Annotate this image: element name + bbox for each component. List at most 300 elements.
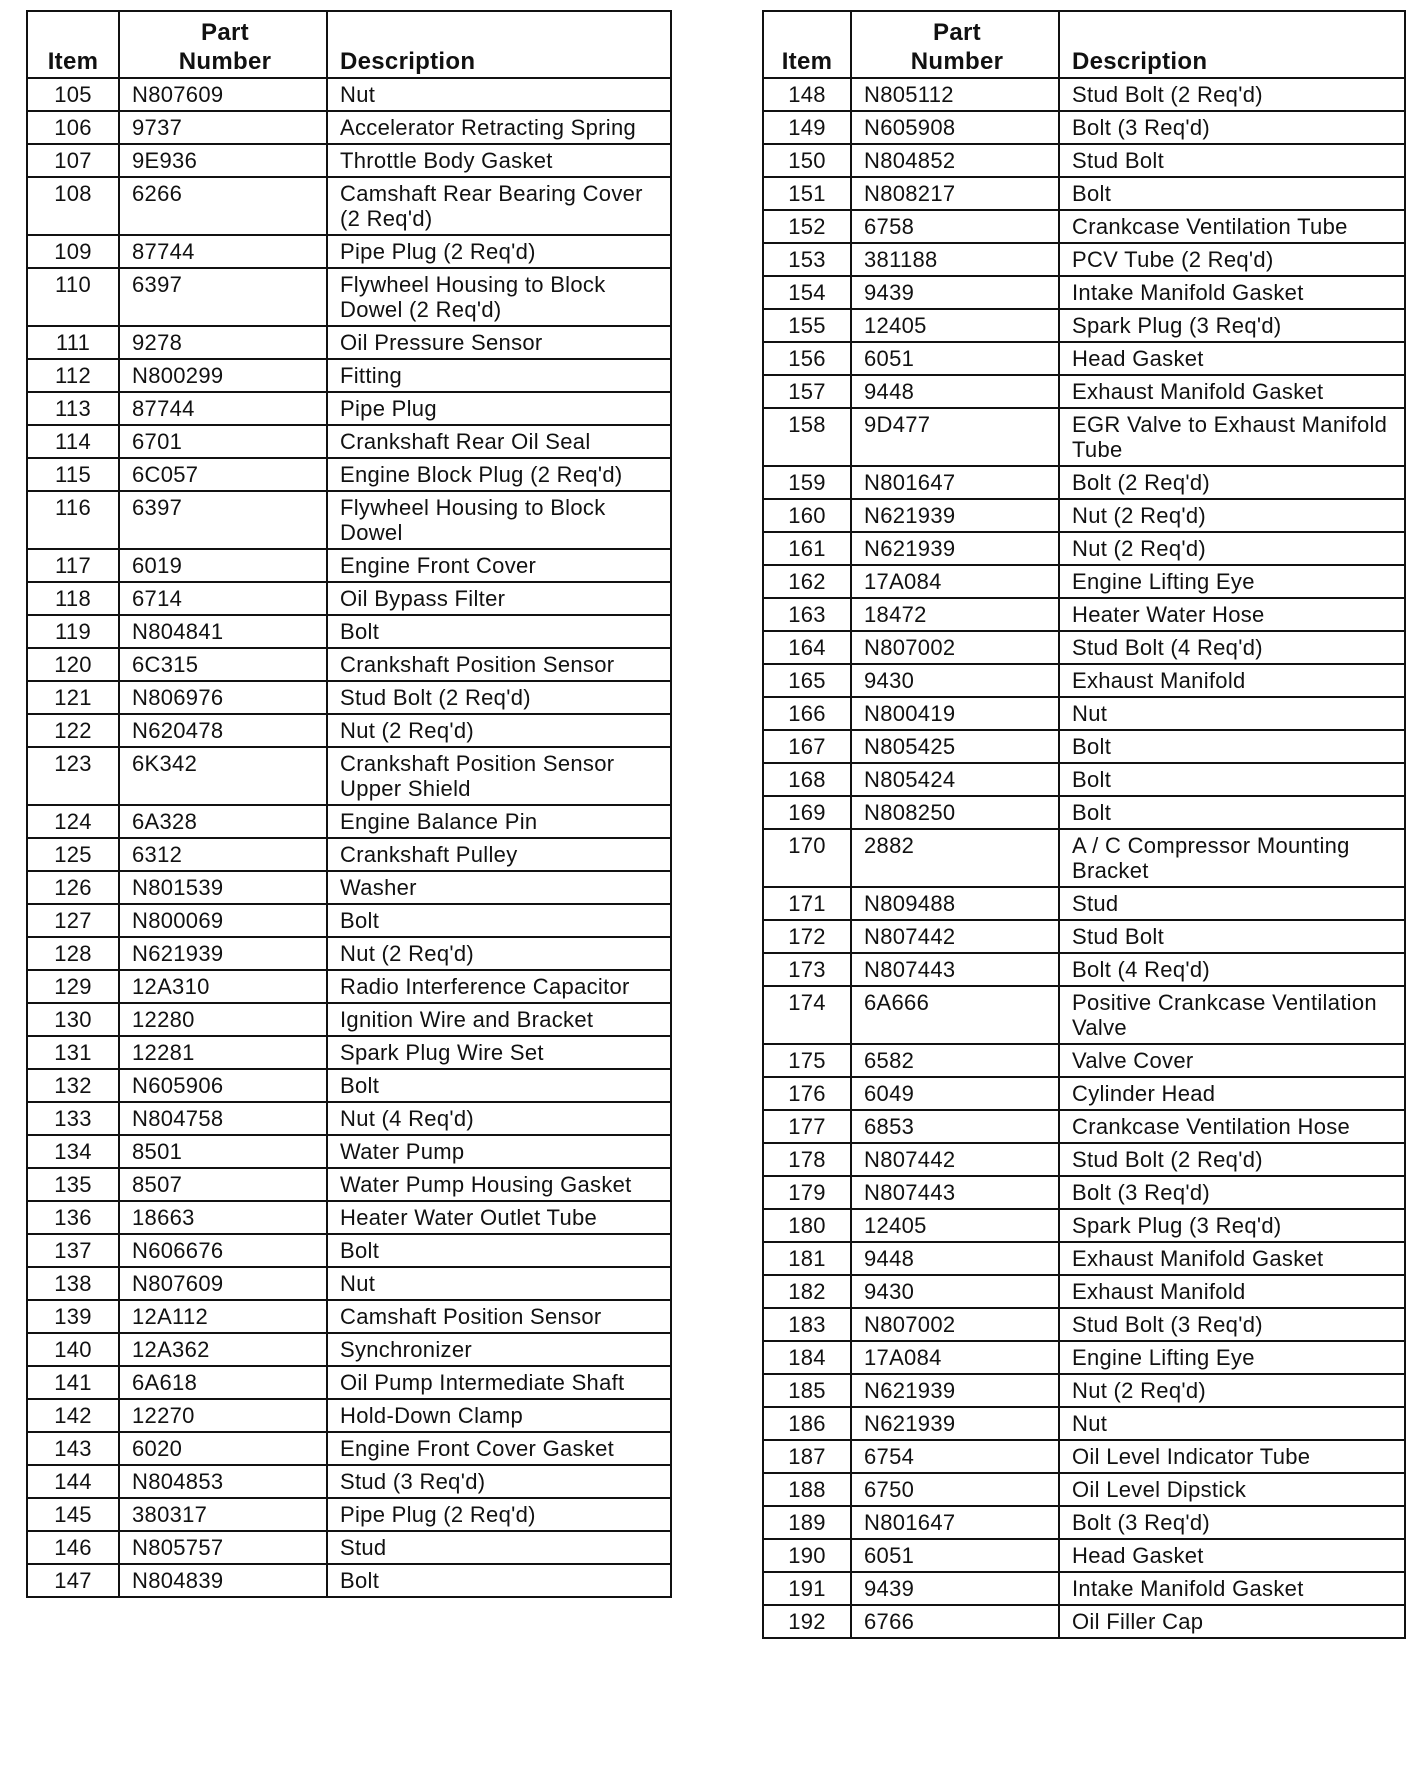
description-cell: Exhaust Manifold Gasket bbox=[1059, 1242, 1405, 1275]
item-number-cell: 192 bbox=[763, 1605, 851, 1638]
item-number-cell: 190 bbox=[763, 1539, 851, 1572]
description-cell: Bolt bbox=[1059, 763, 1405, 796]
table-row bbox=[27, 1465, 671, 1498]
part-number-cell: N804853 bbox=[119, 1465, 327, 1498]
table-row bbox=[27, 1564, 671, 1597]
part-number-cell: N807609 bbox=[119, 78, 327, 111]
item-number-cell: 168 bbox=[763, 763, 851, 796]
item-number-cell: 135 bbox=[27, 1168, 119, 1201]
table-row bbox=[27, 1135, 671, 1168]
description-cell: Exhaust Manifold bbox=[1059, 1275, 1405, 1308]
part-number-cell: N620478 bbox=[119, 714, 327, 747]
part-number-cell: 381188 bbox=[851, 243, 1059, 276]
table-row bbox=[763, 1473, 1405, 1506]
description-cell: Camshaft Position Sensor bbox=[327, 1300, 671, 1333]
item-number-cell: 133 bbox=[27, 1102, 119, 1135]
item-number-cell: 182 bbox=[763, 1275, 851, 1308]
item-number-cell: 170 bbox=[763, 829, 851, 887]
item-number-cell: 179 bbox=[763, 1176, 851, 1209]
table-row bbox=[763, 309, 1405, 342]
table-row bbox=[763, 144, 1405, 177]
item-number-cell: 108 bbox=[27, 177, 119, 235]
part-number-cell: N805425 bbox=[851, 730, 1059, 763]
table-row bbox=[763, 1539, 1405, 1572]
description-column-header: Description bbox=[327, 11, 671, 78]
description-cell: Engine Front Cover bbox=[327, 549, 671, 582]
table-row bbox=[763, 1242, 1405, 1275]
description-cell: Oil Level Indicator Tube bbox=[1059, 1440, 1405, 1473]
item-number-cell: 162 bbox=[763, 565, 851, 598]
table-row bbox=[27, 582, 671, 615]
table-row bbox=[763, 1044, 1405, 1077]
item-number-cell: 115 bbox=[27, 458, 119, 491]
item-number-cell: 122 bbox=[27, 714, 119, 747]
item-number-cell: 153 bbox=[763, 243, 851, 276]
item-number-cell: 188 bbox=[763, 1473, 851, 1506]
description-cell: Nut bbox=[327, 1267, 671, 1300]
table-row bbox=[27, 1366, 671, 1399]
description-cell: Engine Lifting Eye bbox=[1059, 1341, 1405, 1374]
table-row bbox=[27, 681, 671, 714]
part-number-cell: N804839 bbox=[119, 1564, 327, 1597]
item-number-cell: 154 bbox=[763, 276, 851, 309]
item-column-header: Item bbox=[27, 11, 119, 78]
description-cell: Nut bbox=[1059, 697, 1405, 730]
table-row bbox=[763, 342, 1405, 375]
part-header-line-1: Part bbox=[933, 19, 981, 46]
part-number-cell: 6397 bbox=[119, 491, 327, 549]
description-cell: Nut (2 Req'd) bbox=[327, 937, 671, 970]
part-number-cell: N605908 bbox=[851, 111, 1059, 144]
part-number-cell: 8501 bbox=[119, 1135, 327, 1168]
table-row bbox=[27, 1333, 671, 1366]
part-number-cell: 87744 bbox=[119, 392, 327, 425]
item-number-cell: 189 bbox=[763, 1506, 851, 1539]
description-cell: Valve Cover bbox=[1059, 1044, 1405, 1077]
part-number-cell: 9439 bbox=[851, 276, 1059, 309]
description-cell: Nut (2 Req'd) bbox=[1059, 1374, 1405, 1407]
description-cell: Ignition Wire and Bracket bbox=[327, 1003, 671, 1036]
part-number-cell: N807002 bbox=[851, 1308, 1059, 1341]
item-number-cell: 136 bbox=[27, 1201, 119, 1234]
part-number-cell: 6049 bbox=[851, 1077, 1059, 1110]
table-header bbox=[27, 11, 671, 78]
table-row bbox=[763, 210, 1405, 243]
item-number-cell: 183 bbox=[763, 1308, 851, 1341]
item-number-cell: 116 bbox=[27, 491, 119, 549]
part-number-cell: N807443 bbox=[851, 1176, 1059, 1209]
description-cell: Flywheel Housing to Block Dowel bbox=[327, 491, 671, 549]
description-cell: Fitting bbox=[327, 359, 671, 392]
part-number-cell: 6C057 bbox=[119, 458, 327, 491]
table-row bbox=[763, 887, 1405, 920]
description-cell: Stud Bolt (2 Req'd) bbox=[1059, 78, 1405, 111]
table-row bbox=[763, 986, 1405, 1044]
table-row bbox=[763, 664, 1405, 697]
item-number-cell: 166 bbox=[763, 697, 851, 730]
description-cell: Water Pump Housing Gasket bbox=[327, 1168, 671, 1201]
part-number-cell: N804852 bbox=[851, 144, 1059, 177]
table-row bbox=[763, 1572, 1405, 1605]
table-row bbox=[27, 805, 671, 838]
part-number-cell: 12270 bbox=[119, 1399, 327, 1432]
table-row bbox=[27, 937, 671, 970]
part-number-cell: 6A618 bbox=[119, 1366, 327, 1399]
description-cell: Crankshaft Pulley bbox=[327, 838, 671, 871]
part-number-cell: 6701 bbox=[119, 425, 327, 458]
description-cell: Flywheel Housing to Block Dowel (2 Req'd) bbox=[327, 268, 671, 326]
part-number-cell: N621939 bbox=[851, 1374, 1059, 1407]
part-number-cell: 6397 bbox=[119, 268, 327, 326]
item-number-cell: 106 bbox=[27, 111, 119, 144]
item-number-cell: 148 bbox=[763, 78, 851, 111]
table-row bbox=[763, 829, 1405, 887]
item-number-cell: 191 bbox=[763, 1572, 851, 1605]
part-number-cell: 9737 bbox=[119, 111, 327, 144]
part-number-cell: 18663 bbox=[119, 1201, 327, 1234]
table-row bbox=[27, 1267, 671, 1300]
table-row bbox=[763, 499, 1405, 532]
part-number-cell: 6A328 bbox=[119, 805, 327, 838]
item-number-cell: 174 bbox=[763, 986, 851, 1044]
item-number-cell: 147 bbox=[27, 1564, 119, 1597]
description-cell: Oil Filler Cap bbox=[1059, 1605, 1405, 1638]
table-row bbox=[27, 1102, 671, 1135]
item-number-cell: 155 bbox=[763, 309, 851, 342]
table-row bbox=[763, 565, 1405, 598]
description-cell: Head Gasket bbox=[1059, 342, 1405, 375]
part-number-cell: N808250 bbox=[851, 796, 1059, 829]
item-number-cell: 173 bbox=[763, 953, 851, 986]
description-cell: Bolt (3 Req'd) bbox=[1059, 1506, 1405, 1539]
item-number-cell: 138 bbox=[27, 1267, 119, 1300]
part-number-cell: 12405 bbox=[851, 309, 1059, 342]
table-row bbox=[27, 1036, 671, 1069]
description-cell: Washer bbox=[327, 871, 671, 904]
part-number-cell: 6750 bbox=[851, 1473, 1059, 1506]
table-row bbox=[27, 144, 671, 177]
part-header-line-2: Number bbox=[910, 48, 1004, 75]
item-number-cell: 161 bbox=[763, 532, 851, 565]
item-number-cell: 123 bbox=[27, 747, 119, 805]
description-cell: Nut (2 Req'd) bbox=[1059, 499, 1405, 532]
part-number-cell: 12281 bbox=[119, 1036, 327, 1069]
description-cell: Pipe Plug (2 Req'd) bbox=[327, 1498, 671, 1531]
header-row bbox=[763, 11, 1405, 78]
table-row bbox=[763, 796, 1405, 829]
table-row bbox=[27, 1432, 671, 1465]
table-row bbox=[763, 111, 1405, 144]
part-number-cell: 6A666 bbox=[851, 986, 1059, 1044]
table-row bbox=[27, 268, 671, 326]
part-number-cell: 9278 bbox=[119, 326, 327, 359]
description-cell: Cylinder Head bbox=[1059, 1077, 1405, 1110]
description-cell: Bolt (2 Req'd) bbox=[1059, 466, 1405, 499]
item-number-cell: 119 bbox=[27, 615, 119, 648]
part-number-cell: N800069 bbox=[119, 904, 327, 937]
item-number-cell: 127 bbox=[27, 904, 119, 937]
part-number-column-header bbox=[851, 11, 1059, 78]
item-number-cell: 146 bbox=[27, 1531, 119, 1564]
table-row bbox=[27, 78, 671, 111]
part-number-cell: 6853 bbox=[851, 1110, 1059, 1143]
item-number-cell: 167 bbox=[763, 730, 851, 763]
description-cell: Engine Front Cover Gasket bbox=[327, 1432, 671, 1465]
item-number-cell: 134 bbox=[27, 1135, 119, 1168]
description-cell: Crankshaft Rear Oil Seal bbox=[327, 425, 671, 458]
part-number-cell: 6582 bbox=[851, 1044, 1059, 1077]
item-number-cell: 180 bbox=[763, 1209, 851, 1242]
part-number-cell: N804841 bbox=[119, 615, 327, 648]
description-cell: Bolt bbox=[327, 1564, 671, 1597]
item-number-cell: 130 bbox=[27, 1003, 119, 1036]
description-cell: Positive Crankcase Ventilation Valve bbox=[1059, 986, 1405, 1044]
part-number-cell: 6C315 bbox=[119, 648, 327, 681]
table-row bbox=[763, 763, 1405, 796]
item-number-cell: 132 bbox=[27, 1069, 119, 1102]
table-row bbox=[763, 1308, 1405, 1341]
description-cell: Oil Pump Intermediate Shaft bbox=[327, 1366, 671, 1399]
item-number-cell: 169 bbox=[763, 796, 851, 829]
table-row bbox=[763, 1143, 1405, 1176]
description-cell: Oil Pressure Sensor bbox=[327, 326, 671, 359]
description-cell: PCV Tube (2 Req'd) bbox=[1059, 243, 1405, 276]
item-number-cell: 163 bbox=[763, 598, 851, 631]
description-column-header: Description bbox=[1059, 11, 1405, 78]
item-number-cell: 158 bbox=[763, 408, 851, 466]
part-header-line-1: Part bbox=[201, 19, 249, 46]
part-number-cell: N805112 bbox=[851, 78, 1059, 111]
item-number-cell: 171 bbox=[763, 887, 851, 920]
description-cell: Synchronizer bbox=[327, 1333, 671, 1366]
table-row bbox=[27, 491, 671, 549]
description-cell: Crankshaft Position Sensor Upper Shield bbox=[327, 747, 671, 805]
part-number-cell: N805757 bbox=[119, 1531, 327, 1564]
item-number-cell: 105 bbox=[27, 78, 119, 111]
item-number-cell: 177 bbox=[763, 1110, 851, 1143]
item-number-cell: 144 bbox=[27, 1465, 119, 1498]
part-number-cell: 6766 bbox=[851, 1605, 1059, 1638]
part-number-cell: N805424 bbox=[851, 763, 1059, 796]
part-number-cell: 8507 bbox=[119, 1168, 327, 1201]
part-number-cell: 6754 bbox=[851, 1440, 1059, 1473]
item-number-cell: 137 bbox=[27, 1234, 119, 1267]
part-number-cell: 6266 bbox=[119, 177, 327, 235]
item-number-cell: 109 bbox=[27, 235, 119, 268]
part-number-cell: 9430 bbox=[851, 1275, 1059, 1308]
part-number-cell: N621939 bbox=[119, 937, 327, 970]
item-number-cell: 156 bbox=[763, 342, 851, 375]
part-number-cell: 18472 bbox=[851, 598, 1059, 631]
description-cell: Heater Water Hose bbox=[1059, 598, 1405, 631]
description-cell: Stud (3 Req'd) bbox=[327, 1465, 671, 1498]
part-number-cell: 12A362 bbox=[119, 1333, 327, 1366]
part-number-cell: 87744 bbox=[119, 235, 327, 268]
description-cell: EGR Valve to Exhaust Manifold Tube bbox=[1059, 408, 1405, 466]
parts-table-right bbox=[762, 10, 1406, 1639]
item-number-cell: 129 bbox=[27, 970, 119, 1003]
item-number-cell: 142 bbox=[27, 1399, 119, 1432]
table-row bbox=[27, 1300, 671, 1333]
description-cell: Hold-Down Clamp bbox=[327, 1399, 671, 1432]
table-row bbox=[27, 111, 671, 144]
description-cell: Stud Bolt (3 Req'd) bbox=[1059, 1308, 1405, 1341]
part-number-cell: 12A112 bbox=[119, 1300, 327, 1333]
description-cell: Intake Manifold Gasket bbox=[1059, 276, 1405, 309]
part-number-cell: 9E936 bbox=[119, 144, 327, 177]
description-cell: Bolt bbox=[327, 904, 671, 937]
part-number-cell: 6312 bbox=[119, 838, 327, 871]
item-number-cell: 125 bbox=[27, 838, 119, 871]
table-row bbox=[763, 1440, 1405, 1473]
table-row bbox=[763, 532, 1405, 565]
item-number-cell: 121 bbox=[27, 681, 119, 714]
item-number-cell: 117 bbox=[27, 549, 119, 582]
description-cell: Throttle Body Gasket bbox=[327, 144, 671, 177]
item-number-cell: 187 bbox=[763, 1440, 851, 1473]
part-number-cell: 6714 bbox=[119, 582, 327, 615]
description-cell: Exhaust Manifold Gasket bbox=[1059, 375, 1405, 408]
part-number-cell: 12A310 bbox=[119, 970, 327, 1003]
part-number-cell: 2882 bbox=[851, 829, 1059, 887]
item-number-cell: 107 bbox=[27, 144, 119, 177]
part-number-cell: N806976 bbox=[119, 681, 327, 714]
description-cell: A / C Compressor Mounting Bracket bbox=[1059, 829, 1405, 887]
part-number-cell: N807442 bbox=[851, 920, 1059, 953]
item-number-cell: 131 bbox=[27, 1036, 119, 1069]
part-number-cell: N807442 bbox=[851, 1143, 1059, 1176]
part-number-cell: 6K342 bbox=[119, 747, 327, 805]
item-number-cell: 118 bbox=[27, 582, 119, 615]
item-number-cell: 140 bbox=[27, 1333, 119, 1366]
part-number-cell: N605906 bbox=[119, 1069, 327, 1102]
item-number-cell: 185 bbox=[763, 1374, 851, 1407]
item-number-cell: 145 bbox=[27, 1498, 119, 1531]
table-row bbox=[763, 177, 1405, 210]
part-number-cell: N800299 bbox=[119, 359, 327, 392]
item-number-cell: 110 bbox=[27, 268, 119, 326]
table-row bbox=[27, 1234, 671, 1267]
table-row bbox=[27, 359, 671, 392]
part-number-cell: 9D477 bbox=[851, 408, 1059, 466]
description-cell: Exhaust Manifold bbox=[1059, 664, 1405, 697]
description-cell: Camshaft Rear Bearing Cover (2 Req'd) bbox=[327, 177, 671, 235]
table-row bbox=[763, 920, 1405, 953]
description-cell: Intake Manifold Gasket bbox=[1059, 1572, 1405, 1605]
item-number-cell: 112 bbox=[27, 359, 119, 392]
description-cell: Stud Bolt (2 Req'd) bbox=[327, 681, 671, 714]
table-row bbox=[763, 1209, 1405, 1242]
part-number-cell: N621939 bbox=[851, 532, 1059, 565]
item-number-cell: 152 bbox=[763, 210, 851, 243]
description-cell: Crankcase Ventilation Hose bbox=[1059, 1110, 1405, 1143]
item-number-cell: 149 bbox=[763, 111, 851, 144]
item-number-cell: 151 bbox=[763, 177, 851, 210]
description-cell: Radio Interference Capacitor bbox=[327, 970, 671, 1003]
item-number-cell: 111 bbox=[27, 326, 119, 359]
item-number-cell: 165 bbox=[763, 664, 851, 697]
table-row bbox=[763, 1176, 1405, 1209]
table-row bbox=[763, 697, 1405, 730]
table-row bbox=[27, 177, 671, 235]
part-number-cell: N807443 bbox=[851, 953, 1059, 986]
table-row bbox=[27, 1531, 671, 1564]
description-cell: Engine Balance Pin bbox=[327, 805, 671, 838]
description-cell: Spark Plug Wire Set bbox=[327, 1036, 671, 1069]
description-cell: Pipe Plug (2 Req'd) bbox=[327, 235, 671, 268]
part-number-cell: N808217 bbox=[851, 177, 1059, 210]
description-cell: Oil Bypass Filter bbox=[327, 582, 671, 615]
item-number-cell: 143 bbox=[27, 1432, 119, 1465]
table-row bbox=[27, 326, 671, 359]
description-cell: Crankcase Ventilation Tube bbox=[1059, 210, 1405, 243]
part-number-cell: 17A084 bbox=[851, 565, 1059, 598]
table-row bbox=[27, 714, 671, 747]
item-number-cell: 172 bbox=[763, 920, 851, 953]
table-row bbox=[27, 1168, 671, 1201]
part-header-line-2: Number bbox=[178, 48, 272, 75]
table-row bbox=[763, 1506, 1405, 1539]
description-cell: Water Pump bbox=[327, 1135, 671, 1168]
table-row bbox=[763, 730, 1405, 763]
part-number-cell: 6020 bbox=[119, 1432, 327, 1465]
table-row bbox=[27, 747, 671, 805]
part-number-cell: 6051 bbox=[851, 342, 1059, 375]
description-cell: Bolt bbox=[327, 615, 671, 648]
table-row bbox=[27, 1003, 671, 1036]
part-number-cell: 9448 bbox=[851, 375, 1059, 408]
table-row bbox=[27, 838, 671, 871]
part-number-cell: N807609 bbox=[119, 1267, 327, 1300]
header-row bbox=[27, 11, 671, 78]
table-row bbox=[763, 466, 1405, 499]
table-row bbox=[27, 871, 671, 904]
table-row bbox=[763, 276, 1405, 309]
description-cell: Nut bbox=[1059, 1407, 1405, 1440]
table-row bbox=[27, 392, 671, 425]
item-number-cell: 120 bbox=[27, 648, 119, 681]
part-number-cell: 6051 bbox=[851, 1539, 1059, 1572]
table-row bbox=[763, 598, 1405, 631]
description-cell: Stud bbox=[327, 1531, 671, 1564]
table-row bbox=[763, 1275, 1405, 1308]
item-number-cell: 184 bbox=[763, 1341, 851, 1374]
parts-table-left bbox=[26, 10, 672, 1598]
part-number-cell: N804758 bbox=[119, 1102, 327, 1135]
part-number-cell: N801539 bbox=[119, 871, 327, 904]
table-body bbox=[27, 78, 671, 1597]
item-column-header: Item bbox=[763, 11, 851, 78]
table-row bbox=[763, 375, 1405, 408]
part-number-cell: 12405 bbox=[851, 1209, 1059, 1242]
item-number-cell: 113 bbox=[27, 392, 119, 425]
part-number-cell: N807002 bbox=[851, 631, 1059, 664]
table-header bbox=[763, 11, 1405, 78]
table-row bbox=[763, 631, 1405, 664]
item-number-cell: 186 bbox=[763, 1407, 851, 1440]
description-cell: Spark Plug (3 Req'd) bbox=[1059, 309, 1405, 342]
description-cell: Pipe Plug bbox=[327, 392, 671, 425]
table-body bbox=[763, 78, 1405, 1638]
table-row bbox=[27, 235, 671, 268]
description-cell: Stud Bolt (4 Req'd) bbox=[1059, 631, 1405, 664]
description-cell: Stud bbox=[1059, 887, 1405, 920]
table-row bbox=[27, 549, 671, 582]
description-cell: Nut (2 Req'd) bbox=[327, 714, 671, 747]
item-number-cell: 178 bbox=[763, 1143, 851, 1176]
description-cell: Accelerator Retracting Spring bbox=[327, 111, 671, 144]
item-number-cell: 126 bbox=[27, 871, 119, 904]
